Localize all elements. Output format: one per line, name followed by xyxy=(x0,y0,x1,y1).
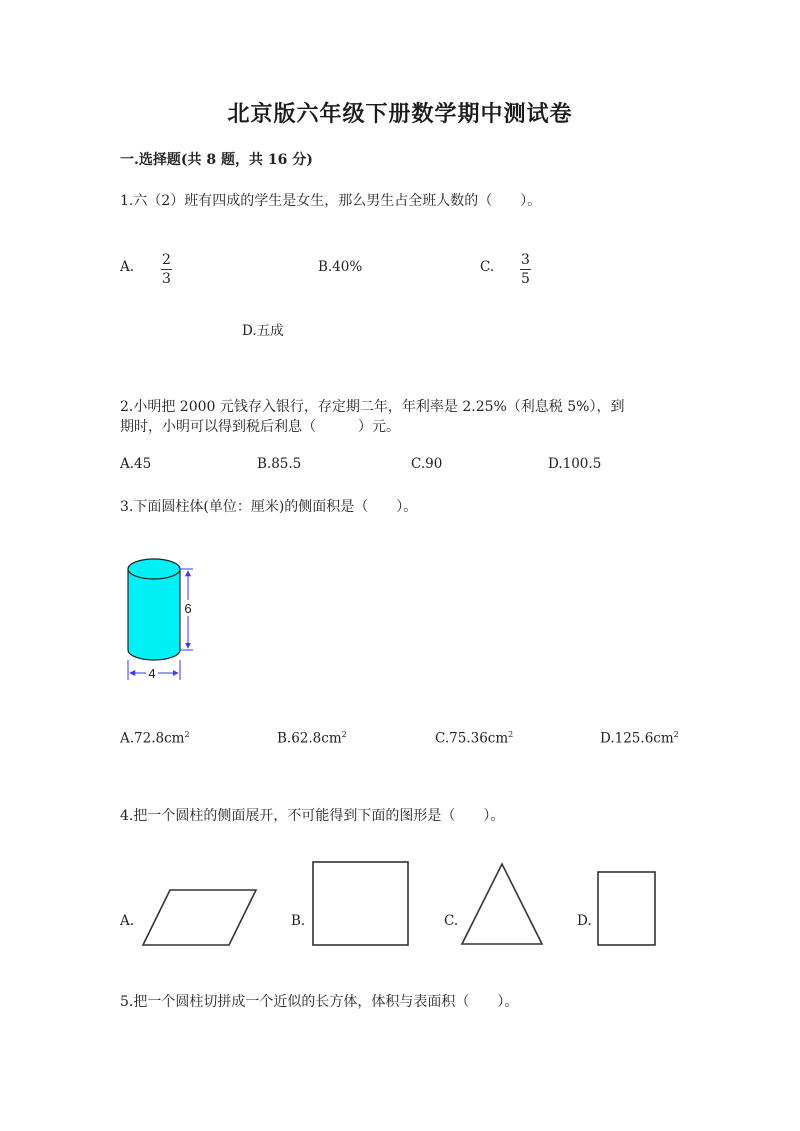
fraction-denominator: 5 xyxy=(521,271,530,287)
fraction-denominator: 3 xyxy=(162,271,171,287)
page-title: 北京版六年级下册数学期中测试卷 xyxy=(227,101,573,127)
rectangle-shape xyxy=(598,872,655,945)
q2-option-c: C.90 xyxy=(411,456,443,472)
option-text: C.75.36cm xyxy=(435,730,509,747)
height-label: 6 xyxy=(184,601,192,616)
q1-option-a-label: A. xyxy=(120,259,135,275)
section-heading: 一.选择题(共 8 题，共 16 分) xyxy=(120,152,313,168)
q4-option-d: D. xyxy=(577,913,592,929)
q3-option-b xyxy=(277,730,347,747)
q3-option-d xyxy=(600,730,679,747)
q4-option-c: C. xyxy=(444,913,459,929)
q1-option-c-label: C. xyxy=(480,259,495,275)
option-text: B.62.8cm xyxy=(277,730,342,747)
question-2-line-2: 期时，小明可以得到税后利息（ ）元。 xyxy=(120,419,400,435)
option-text: A.72.8cm xyxy=(120,730,185,747)
q4-option-b: B. xyxy=(291,913,306,929)
question-4-text: 4.把一个圆柱的侧面展开，不可能得到下面的图形是（ ）。 xyxy=(120,808,505,824)
unit-superscript: 2 xyxy=(673,730,679,739)
unit-superscript: 2 xyxy=(341,730,347,739)
q4-option-a: A. xyxy=(120,913,135,929)
square-shape xyxy=(313,862,408,945)
q1-option-d: D.五成 xyxy=(242,323,284,339)
diameter-label: 4 xyxy=(148,666,156,681)
unit-superscript: 2 xyxy=(184,730,190,739)
q1-option-b: B.40% xyxy=(318,259,363,275)
option-text: D.125.6cm xyxy=(600,730,674,747)
cylinder-top xyxy=(128,559,180,579)
triangle-shape xyxy=(462,864,542,944)
question-2-line-1: 2.小明把 2000 元钱存入银行，存定期二年，年利率是 2.25%（利息税 5%），到 xyxy=(120,399,625,415)
unit-superscript: 2 xyxy=(508,730,514,739)
q3-option-a xyxy=(120,730,190,747)
q2-option-d: D.100.5 xyxy=(548,456,602,472)
fraction-numerator: 2 xyxy=(162,252,171,268)
cylinder-body xyxy=(128,569,180,660)
parallelogram-shape xyxy=(143,890,256,945)
q3-option-c xyxy=(435,730,513,747)
q2-option-b: B.85.5 xyxy=(257,456,302,472)
question-3-text: 3.下面圆柱体(单位：厘米)的侧面积是（ ）。 xyxy=(120,499,418,515)
question-1-text: 1.六（2）班有四成的学生是女生，那么男生占全班人数的（ ）。 xyxy=(120,193,542,209)
question-5-text: 5.把一个圆柱切拼成一个近似的长方体，体积与表面积（ ）。 xyxy=(120,994,519,1010)
q2-option-a: A.45 xyxy=(120,456,152,472)
fraction-numerator: 3 xyxy=(521,252,530,268)
